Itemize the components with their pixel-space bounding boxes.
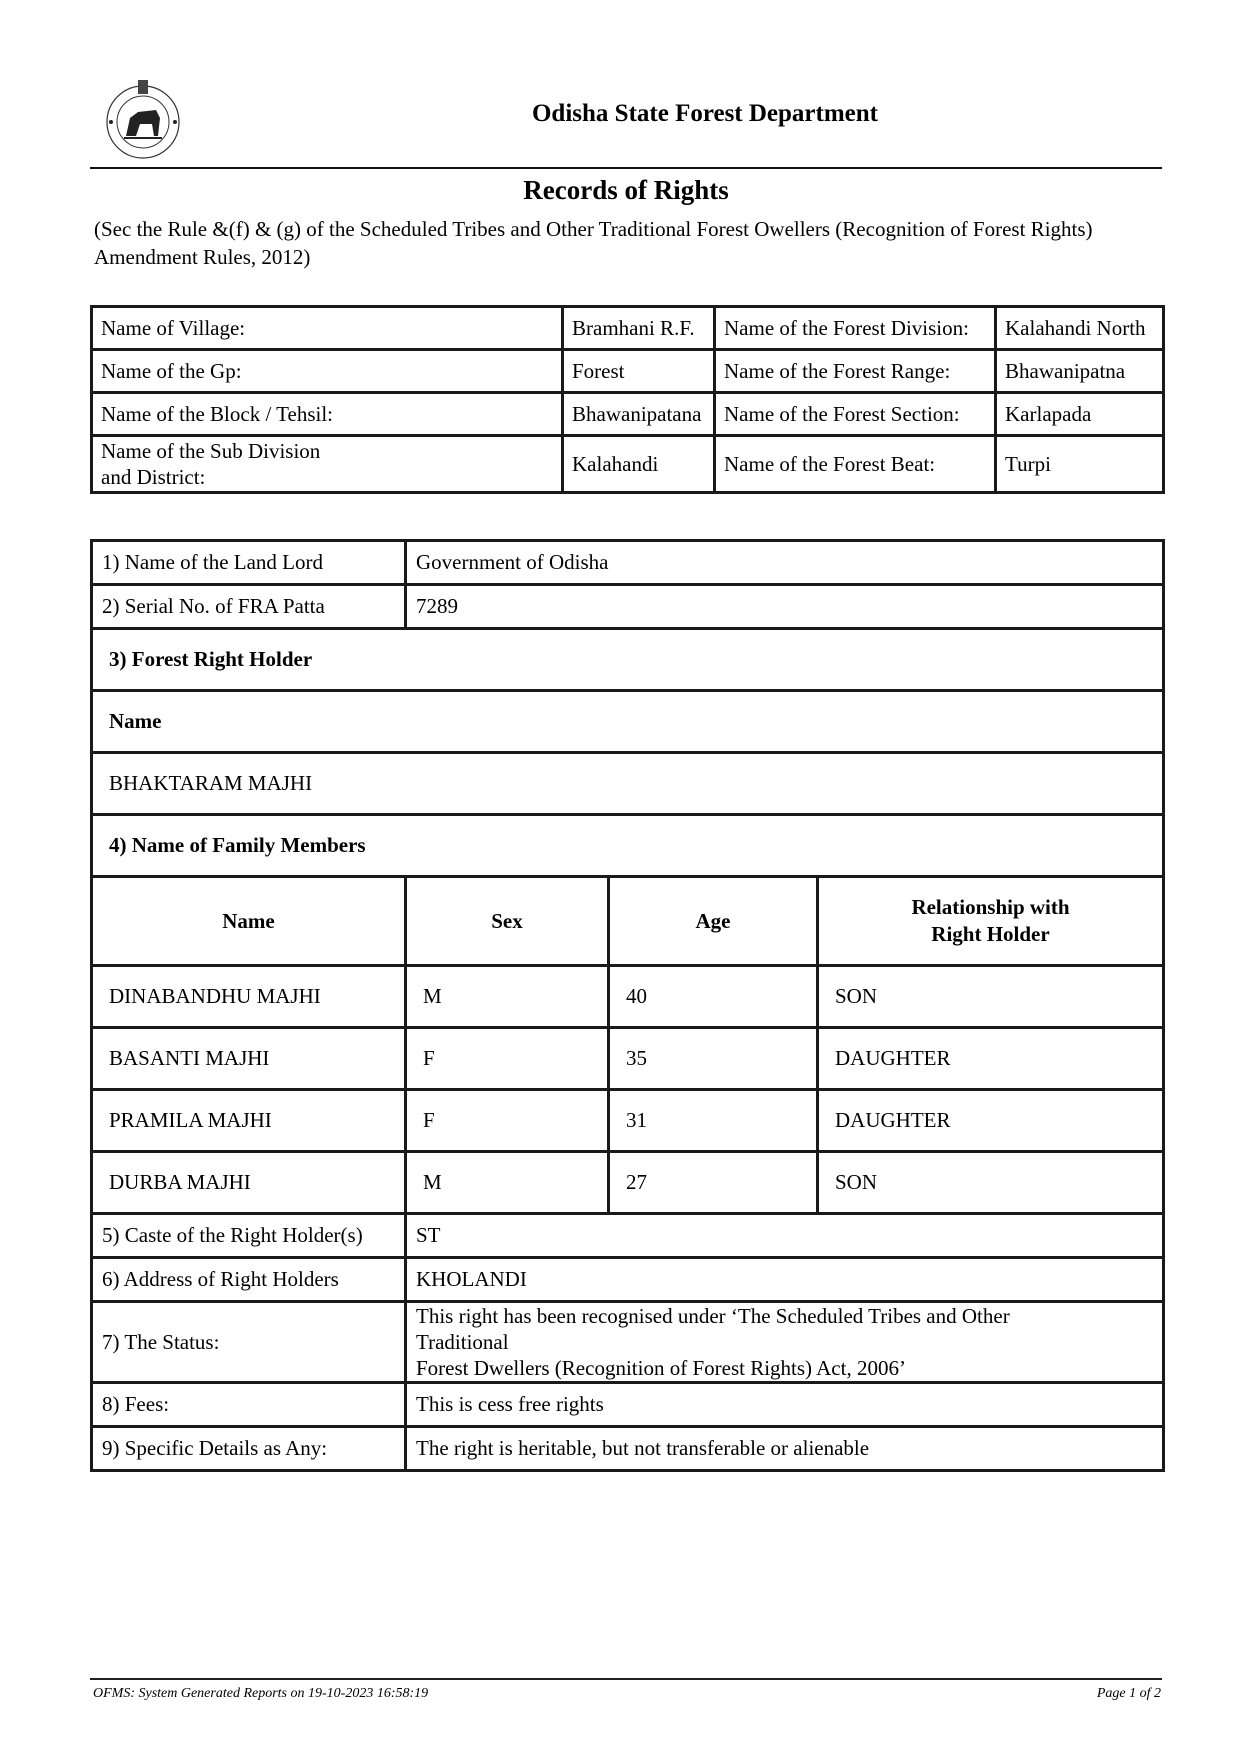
address-value: KHOLANDI	[406, 1258, 1164, 1302]
table-row	[92, 815, 1164, 877]
table-row	[92, 1028, 1164, 1090]
table-row	[92, 753, 1164, 815]
land-lord-value: Government of Odisha	[406, 541, 1164, 585]
serial-label: 2) Serial No. of FRA Patta	[92, 585, 406, 629]
location-table	[90, 305, 1165, 494]
table-row	[92, 541, 1164, 585]
member-sex: M	[406, 1152, 609, 1214]
member-relationship: DAUGHTER	[818, 1090, 1164, 1152]
specific-details-label: 9) Specific Details as Any:	[92, 1427, 406, 1471]
gp-label: Name of the Gp:	[92, 350, 563, 393]
member-age: 40	[609, 966, 818, 1028]
table-row	[92, 629, 1164, 691]
member-relationship: SON	[818, 966, 1164, 1028]
table-row	[92, 585, 1164, 629]
caste-label: 5) Caste of the Right Holder(s)	[92, 1214, 406, 1258]
footer-divider	[90, 1678, 1162, 1680]
table-row	[92, 1383, 1164, 1427]
forest-beat-label: Name of the Forest Beat:	[715, 436, 996, 493]
table-row	[92, 1214, 1164, 1258]
member-sex: F	[406, 1090, 609, 1152]
status-line3: Forest Dwellers (Recognition of Forest Rights) Act, 2006’	[416, 1356, 906, 1380]
table-row	[92, 1152, 1164, 1214]
block-label: Name of the Block / Tehsil:	[92, 393, 563, 436]
table-row	[92, 966, 1164, 1028]
serial-value: 7289	[406, 585, 1164, 629]
family-section-heading: 4) Name of Family Members	[92, 815, 1164, 877]
fees-label: 8) Fees:	[92, 1383, 406, 1427]
subdivision-value: Kalahandi	[563, 436, 715, 493]
member-name: BASANTI MAJHI	[92, 1028, 406, 1090]
column-header-age: Age	[609, 877, 818, 966]
holder-section-heading: 3) Forest Right Holder	[92, 629, 1164, 691]
table-row	[92, 307, 1164, 350]
member-age: 35	[609, 1028, 818, 1090]
member-sex: F	[406, 1028, 609, 1090]
member-age: 31	[609, 1090, 818, 1152]
subdivision-label-line2: and District:	[101, 465, 206, 489]
relationship-header-line2: Right Holder	[931, 922, 1050, 946]
table-row	[92, 1090, 1164, 1152]
forest-range-label: Name of the Forest Range:	[715, 350, 996, 393]
forest-division-label: Name of the Forest Division:	[715, 307, 996, 350]
table-row	[92, 350, 1164, 393]
forest-division-value: Kalahandi North	[996, 307, 1164, 350]
document-title: Records of Rights	[523, 175, 729, 205]
odisha-emblem-icon	[100, 76, 186, 162]
gp-value: Forest	[563, 350, 715, 393]
document-subtitle: (Sec the Rule &(f) & (g) of the Scheduled Tribes and Other Traditional Forest Owellers (Recognition of Forest Rights) Amendment Rules, 2012)	[94, 217, 1093, 269]
forest-section-label: Name of the Forest Section:	[715, 393, 996, 436]
subdivision-label-line1: Name of the Sub Division	[101, 439, 321, 463]
member-relationship: DAUGHTER	[818, 1028, 1164, 1090]
organization-title: Odisha State Forest Department	[531, 100, 879, 127]
generated-timestamp: OFMS: System Generated Reports on 19-10-2023 16:58:19	[93, 1686, 429, 1701]
holder-name: BHAKTARAM MAJHI	[92, 753, 1164, 815]
table-row	[92, 1258, 1164, 1302]
member-relationship: SON	[818, 1152, 1164, 1214]
specific-details-value: The right is heritable, but not transferable or alienable	[406, 1427, 1164, 1471]
column-header-sex: Sex	[406, 877, 609, 966]
village-value: Bramhani R.F.	[563, 307, 715, 350]
status-line1: This right has been recognised under ‘The Scheduled Tribes and Other	[416, 1304, 1010, 1328]
table-row	[92, 691, 1164, 753]
land-lord-label: 1) Name of the Land Lord	[92, 541, 406, 585]
table-row	[92, 436, 1164, 493]
status-value	[406, 1302, 1164, 1383]
status-label: 7) The Status:	[92, 1302, 406, 1383]
member-name: DINABANDHU MAJHI	[92, 966, 406, 1028]
family-header-row	[92, 877, 1164, 966]
subdivision-label	[92, 436, 563, 493]
fees-value: This is cess free rights	[406, 1383, 1164, 1427]
member-name: DURBA MAJHI	[92, 1152, 406, 1214]
records-table	[90, 539, 1165, 1472]
holder-name-header: Name	[92, 691, 1164, 753]
forest-range-value: Bhawanipatna	[996, 350, 1164, 393]
address-label: 6) Address of Right Holders	[92, 1258, 406, 1302]
header-divider	[90, 167, 1162, 169]
table-row	[92, 393, 1164, 436]
table-row	[92, 1302, 1164, 1383]
caste-value: ST	[406, 1214, 1164, 1258]
block-value: Bhawanipatana	[563, 393, 715, 436]
status-line2: Traditional	[416, 1330, 509, 1354]
column-header-name: Name	[92, 877, 406, 966]
member-name: PRAMILA MAJHI	[92, 1090, 406, 1152]
forest-section-value: Karlapada	[996, 393, 1164, 436]
member-age: 27	[609, 1152, 818, 1214]
forest-beat-value: Turpi	[996, 436, 1164, 493]
page-number: Page 1 of 2	[1096, 1686, 1161, 1701]
member-sex: M	[406, 966, 609, 1028]
table-row	[92, 1427, 1164, 1471]
relationship-header-line1: Relationship with	[911, 895, 1070, 919]
village-label: Name of Village:	[92, 307, 563, 350]
column-header-relationship	[818, 877, 1164, 966]
